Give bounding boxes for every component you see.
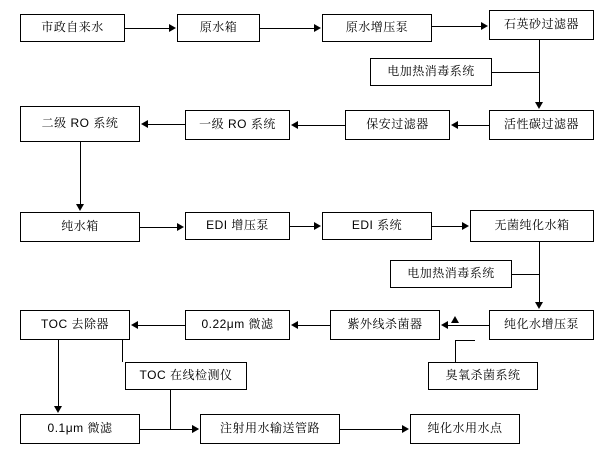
edge-tocremover-to-01um: [58, 340, 59, 406]
arrowhead-municipal-to-rawtank: [169, 24, 176, 32]
edge-carbon-to-security: [458, 125, 489, 126]
arrowhead-tocremover-to-01um: [54, 406, 62, 413]
arrowhead-pump-to-sandfilter: [481, 22, 488, 30]
node-municipal-water[interactable]: 市政自来水: [20, 14, 125, 42]
node-pure-water-tank[interactable]: 纯水箱: [20, 212, 140, 242]
edge-steriletank-to-purifiedpump: [539, 242, 540, 302]
node-activated-carbon-filter[interactable]: 活性碳过滤器: [489, 110, 594, 140]
node-purified-water-booster-pump[interactable]: 纯化水增压泵: [489, 310, 594, 340]
arrowhead-security-to-ro1: [291, 121, 298, 129]
arrowhead-sandfilter-to-carbonfilter: [535, 102, 543, 109]
edge-pipeline-to-usepoint: [340, 429, 402, 430]
node-022um-microfilter[interactable]: 0.22μm 微滤: [185, 310, 290, 340]
node-electric-heating-sterilization-1[interactable]: 电加热消毒系统: [370, 58, 492, 86]
edge-ro2-to-purewatertank: [80, 142, 81, 204]
node-edi-system[interactable]: EDI 系统: [322, 212, 432, 240]
node-wfi-distribution-pipeline[interactable]: 注射用水输送管路: [200, 414, 340, 444]
edge-ro1-to-ro2: [148, 124, 185, 125]
arrowhead-ro1-to-ro2: [141, 120, 148, 128]
edge-edisystem-to-steriletank: [432, 226, 462, 227]
node-toc-remover[interactable]: TOC 去除器: [20, 310, 130, 340]
arrowhead-purifiedpump-to-uv: [441, 321, 448, 329]
arrowhead-01um-to-pipeline: [192, 425, 199, 433]
edge-ozone-to-uvline: [455, 340, 475, 341]
edge-ozone-up: [455, 340, 456, 362]
node-raw-water-booster-pump[interactable]: 原水增压泵: [322, 14, 432, 42]
edge-purewatertank-to-edipump: [140, 227, 177, 228]
edge-01um-to-pipeline: [140, 429, 192, 430]
arrowhead-carbon-to-security: [451, 121, 458, 129]
node-ro-stage-1[interactable]: 一级 RO 系统: [185, 110, 290, 140]
edge-security-to-ro1: [298, 125, 345, 126]
arrowhead-edipump-to-edisystem: [314, 222, 321, 230]
edge-pump-to-sandfilter: [432, 26, 481, 27]
arrowhead-022um-to-tocremover: [131, 321, 138, 329]
edge-022um-to-tocremover: [138, 325, 185, 326]
edge-edipump-to-edisystem: [290, 226, 314, 227]
arrowhead-rawtank-to-pump: [314, 24, 321, 32]
arrowhead-ozone-to-uvline: [451, 316, 459, 323]
edge-tocremover-to-tocanalyzer: [122, 340, 123, 362]
edge-tocanalyzer-down: [170, 390, 171, 429]
node-edi-booster-pump[interactable]: EDI 增压泵: [185, 212, 290, 240]
node-sterile-purified-water-tank[interactable]: 无菌纯化水箱: [470, 210, 594, 242]
arrowhead-steriletank-to-purifiedpump: [535, 302, 543, 309]
arrowhead-ro2-to-purewatertank: [76, 204, 84, 211]
node-security-filter[interactable]: 保安过滤器: [345, 110, 450, 140]
node-ozone-sterilization-system[interactable]: 臭氧杀菌系统: [428, 362, 538, 390]
arrowhead-uv-to-022um: [291, 321, 298, 329]
node-quartz-sand-filter[interactable]: 石英砂过滤器: [489, 10, 594, 40]
node-electric-heating-sterilization-2[interactable]: 电加热消毒系统: [390, 260, 512, 288]
node-raw-water-tank[interactable]: 原水箱: [177, 14, 260, 42]
node-toc-online-analyzer[interactable]: TOC 在线检测仪: [125, 362, 247, 390]
arrowhead-purewatertank-to-edipump: [177, 223, 184, 231]
edge-heating2-to-trunk: [512, 274, 539, 275]
node-purified-water-use-point[interactable]: 纯化水用水点: [410, 414, 520, 444]
edge-sandfilter-to-carbonfilter: [539, 40, 540, 102]
edge-purifiedpump-to-uv: [448, 325, 489, 326]
node-01um-microfilter[interactable]: 0.1μm 微滤: [20, 414, 140, 444]
edge-municipal-to-rawtank: [125, 28, 169, 29]
arrowhead-edisystem-to-steriletank: [462, 222, 469, 230]
arrowhead-pipeline-to-usepoint: [402, 425, 409, 433]
edge-uv-to-022um: [298, 325, 330, 326]
node-uv-sterilizer[interactable]: 紫外线杀菌器: [330, 310, 440, 340]
edge-heating1-to-trunk: [492, 72, 539, 73]
node-ro-stage-2[interactable]: 二级 RO 系统: [20, 106, 140, 142]
edge-rawtank-to-pump: [260, 28, 314, 29]
